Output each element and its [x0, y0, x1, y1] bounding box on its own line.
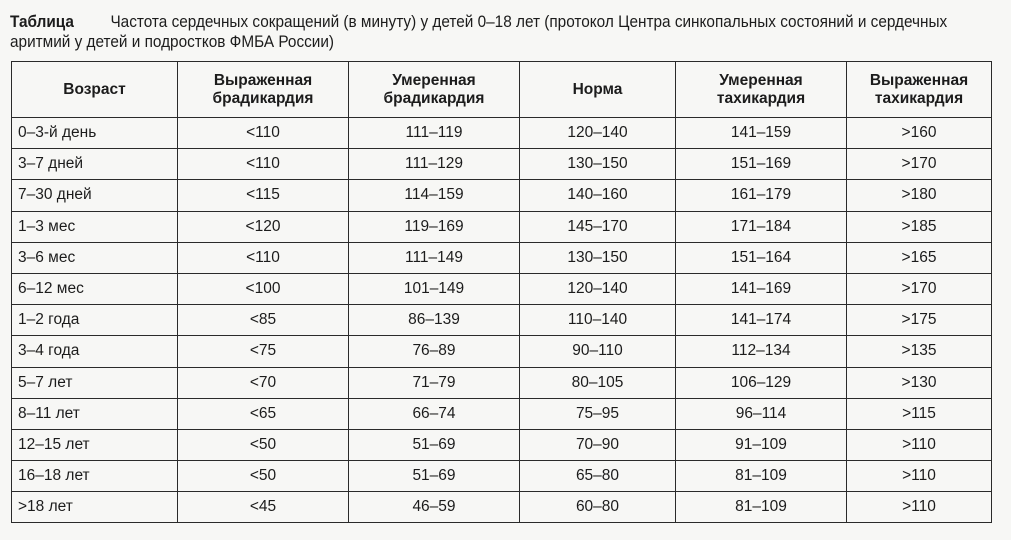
moderate-tachycardia-cell: 81–109 [676, 492, 847, 523]
age-cell: 7–30 дней [12, 180, 178, 211]
severe-bradycardia-cell: <120 [178, 211, 349, 242]
severe-tachycardia-cell: >170 [847, 149, 992, 180]
header-age [12, 62, 178, 118]
age-cell: 3–7 дней [12, 149, 178, 180]
header-severe-bradycardia-line2: брадикардия [212, 89, 314, 107]
header-severe-tachycardia-line1: Выраженная [869, 71, 969, 89]
norm-cell: 60–80 [520, 492, 676, 523]
severe-bradycardia-cell: <85 [178, 305, 349, 336]
severe-bradycardia-cell: <100 [178, 273, 349, 304]
age-cell: >18 лет [12, 492, 178, 523]
table-row [12, 149, 992, 180]
age-cell: 3–6 мес [12, 242, 178, 273]
age-cell: 1–2 года [12, 305, 178, 336]
severe-tachycardia-cell: >115 [847, 398, 992, 429]
moderate-tachycardia-cell: 96–114 [676, 398, 847, 429]
heart-rate-table [11, 61, 992, 523]
moderate-bradycardia-cell: 111–119 [349, 118, 520, 149]
header-norm [520, 62, 676, 118]
age-cell: 0–3-й день [12, 118, 178, 149]
severe-bradycardia-cell: <110 [178, 242, 349, 273]
age-cell: 3–4 года [12, 336, 178, 367]
norm-cell: 75–95 [520, 398, 676, 429]
severe-tachycardia-cell: >110 [847, 492, 992, 523]
norm-cell: 90–110 [520, 336, 676, 367]
moderate-tachycardia-cell: 151–169 [676, 149, 847, 180]
moderate-tachycardia-cell: 112–134 [676, 336, 847, 367]
norm-cell: 120–140 [520, 118, 676, 149]
moderate-tachycardia-cell: 81–109 [676, 461, 847, 492]
severe-bradycardia-cell: <50 [178, 429, 349, 460]
moderate-bradycardia-cell: 111–149 [349, 242, 520, 273]
norm-cell: 120–140 [520, 273, 676, 304]
severe-bradycardia-cell: <115 [178, 180, 349, 211]
age-cell: 6–12 мес [12, 273, 178, 304]
header-moderate-tachycardia-line1: Умеренная [719, 71, 803, 89]
table-row [12, 273, 992, 304]
severe-tachycardia-cell: >165 [847, 242, 992, 273]
moderate-tachycardia-cell: 141–169 [676, 273, 847, 304]
severe-bradycardia-cell: <70 [178, 367, 349, 398]
caption-label: Таблица [10, 13, 74, 31]
severe-bradycardia-cell: <75 [178, 336, 349, 367]
moderate-bradycardia-cell: 66–74 [349, 398, 520, 429]
severe-bradycardia-cell: <110 [178, 149, 349, 180]
header-moderate-tachycardia [676, 62, 847, 118]
moderate-bradycardia-cell: 46–59 [349, 492, 520, 523]
table-row [12, 492, 992, 523]
header-severe-bradycardia [178, 62, 349, 118]
header-row [12, 62, 992, 118]
severe-tachycardia-cell: >110 [847, 429, 992, 460]
age-cell: 16–18 лет [12, 461, 178, 492]
severe-tachycardia-cell: >170 [847, 273, 992, 304]
moderate-tachycardia-cell: 161–179 [676, 180, 847, 211]
moderate-bradycardia-cell: 51–69 [349, 429, 520, 460]
moderate-bradycardia-cell: 76–89 [349, 336, 520, 367]
severe-tachycardia-cell: >160 [847, 118, 992, 149]
moderate-bradycardia-cell: 114–159 [349, 180, 520, 211]
age-cell: 5–7 лет [12, 367, 178, 398]
header-moderate-bradycardia-line1: Умеренная [392, 71, 476, 89]
table-row [12, 180, 992, 211]
header-norm-label: Норма [572, 80, 623, 98]
severe-tachycardia-cell: >135 [847, 336, 992, 367]
norm-cell: 140–160 [520, 180, 676, 211]
table-row [12, 398, 992, 429]
severe-tachycardia-cell: >180 [847, 180, 992, 211]
moderate-bradycardia-cell: 119–169 [349, 211, 520, 242]
moderate-tachycardia-cell: 106–129 [676, 367, 847, 398]
severe-tachycardia-cell: >110 [847, 461, 992, 492]
moderate-bradycardia-cell: 71–79 [349, 367, 520, 398]
header-age-label: Возраст [63, 80, 126, 98]
severe-bradycardia-cell: <50 [178, 461, 349, 492]
header-moderate-bradycardia [349, 62, 520, 118]
severe-bradycardia-cell: <65 [178, 398, 349, 429]
caption-text-line2: аритмий у детей и подростков ФМБА России) [10, 33, 335, 51]
norm-cell: 70–90 [520, 429, 676, 460]
moderate-bradycardia-cell: 51–69 [349, 461, 520, 492]
moderate-tachycardia-cell: 171–184 [676, 211, 847, 242]
severe-bradycardia-cell: <110 [178, 118, 349, 149]
moderate-tachycardia-cell: 91–109 [676, 429, 847, 460]
norm-cell: 80–105 [520, 367, 676, 398]
table-caption [10, 12, 948, 52]
norm-cell: 130–150 [520, 242, 676, 273]
table-row [12, 461, 992, 492]
moderate-tachycardia-cell: 151–164 [676, 242, 847, 273]
header-severe-tachycardia [847, 62, 992, 118]
moderate-bradycardia-cell: 101–149 [349, 273, 520, 304]
header-severe-tachycardia-line2: тахикардия [874, 89, 964, 107]
header-severe-bradycardia-line1: Выраженная [213, 71, 313, 89]
age-cell: 1–3 мес [12, 211, 178, 242]
norm-cell: 130–150 [520, 149, 676, 180]
severe-tachycardia-cell: >130 [847, 367, 992, 398]
severe-bradycardia-cell: <45 [178, 492, 349, 523]
table-row [12, 367, 992, 398]
severe-tachycardia-cell: >185 [847, 211, 992, 242]
moderate-tachycardia-cell: 141–174 [676, 305, 847, 336]
table-row [12, 305, 992, 336]
severe-tachycardia-cell: >175 [847, 305, 992, 336]
age-cell: 12–15 лет [12, 429, 178, 460]
norm-cell: 65–80 [520, 461, 676, 492]
header-moderate-bradycardia-line2: брадикардия [383, 89, 485, 107]
table-row [12, 336, 992, 367]
moderate-bradycardia-cell: 111–129 [349, 149, 520, 180]
table-row [12, 429, 992, 460]
caption-text-line1: Частота сердечных сокращений (в минуту) у детей 0–18 лет (протокол Центра синкопальных состояний и сердечных [110, 13, 948, 31]
moderate-bradycardia-cell: 86–139 [349, 305, 520, 336]
table-row [12, 242, 992, 273]
norm-cell: 145–170 [520, 211, 676, 242]
norm-cell: 110–140 [520, 305, 676, 336]
header-moderate-tachycardia-line2: тахикардия [716, 89, 806, 107]
table-row [12, 118, 992, 149]
table-row [12, 211, 992, 242]
moderate-tachycardia-cell: 141–159 [676, 118, 847, 149]
age-cell: 8–11 лет [12, 398, 178, 429]
